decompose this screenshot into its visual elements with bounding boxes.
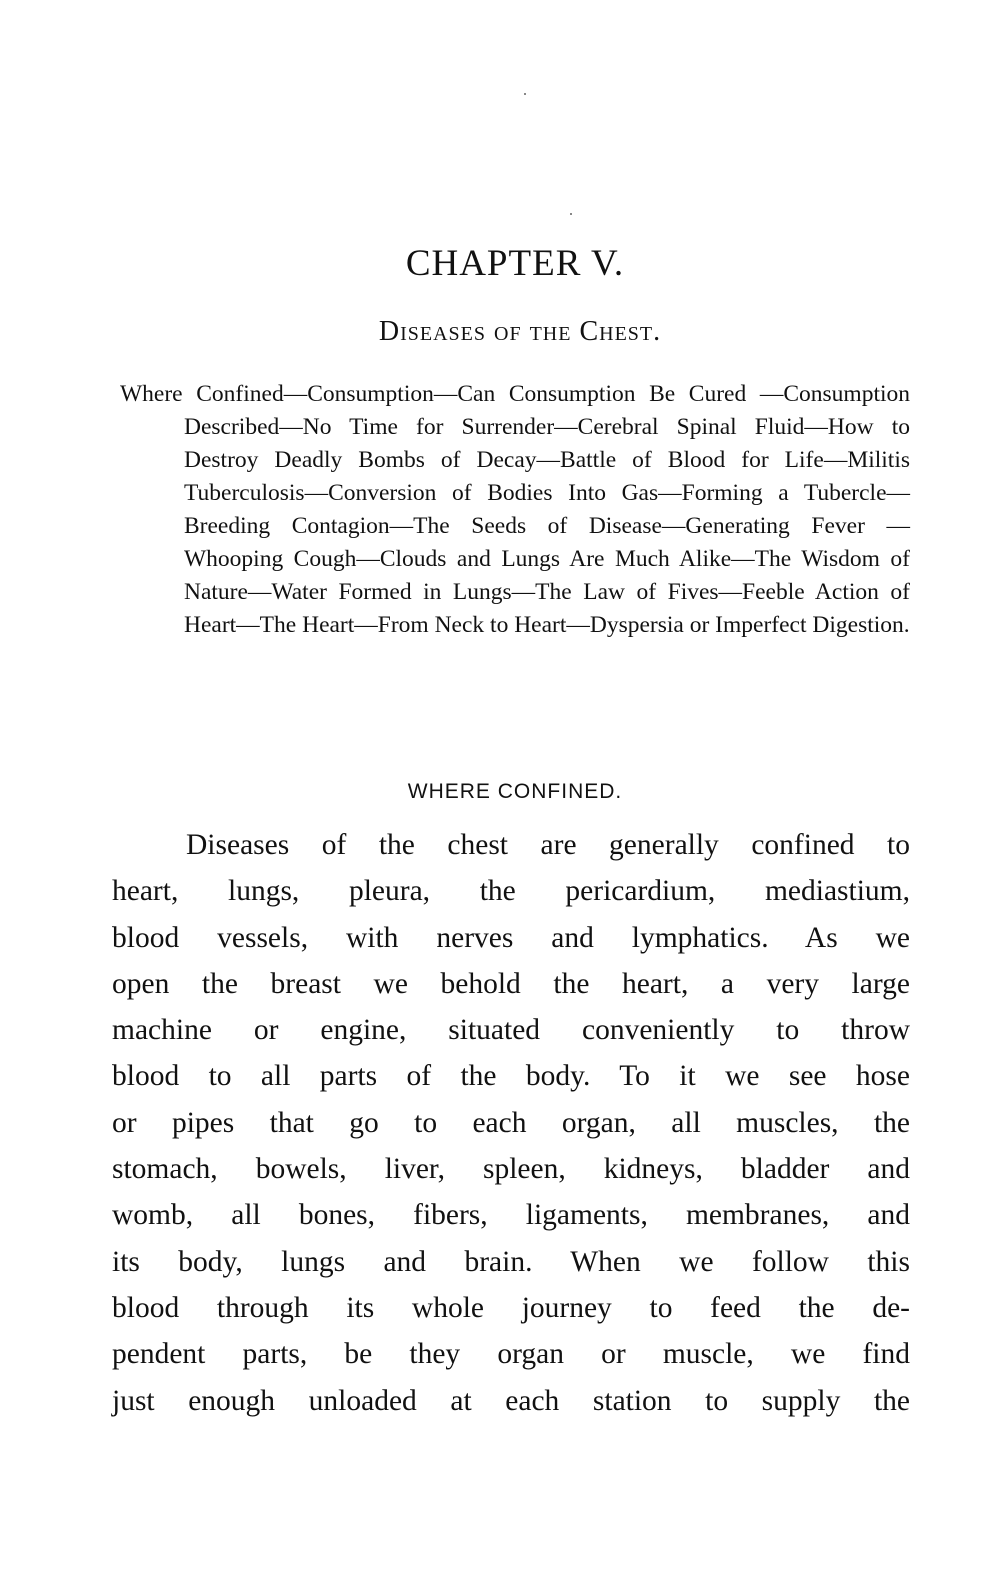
- chapter-title: CHAPTER V.: [405, 243, 625, 284]
- body-text: [112, 822, 910, 1424]
- body-line: stomach, bowels, liver, spleen, kidneys, bladder and: [112, 1153, 910, 1186]
- body-line: just enough unloaded at each station to supply the: [112, 1384, 910, 1417]
- body-line: or pipes that go to each organ, all muscles, the: [112, 1106, 910, 1139]
- paper-speck: [524, 93, 526, 95]
- body-line: pendent parts, be they organ or muscle, we find: [112, 1338, 910, 1371]
- body-line: blood vessels, with nerves and lymphatics. As we: [112, 921, 910, 954]
- body-line: womb, all bones, fibers, ligaments, membranes, and: [112, 1199, 910, 1232]
- body-line: its body, lungs and brain. When we follow this: [112, 1245, 910, 1278]
- body-line: Diseases of the chest are generally confined to: [186, 829, 910, 861]
- body-line: open the breast we behold the heart, a very large: [112, 967, 910, 1000]
- chapter-subtitle: Diseases of the Chest.: [378, 316, 662, 347]
- body-line: heart, lungs, pleura, the pericardium, mediastium,: [112, 875, 910, 908]
- chapter-synopsis: Where Confined—Consumption—Can Consumption Be Cured —Consumption Described—No Time for Surrender—Cerebral Spinal Fluid—How to Destroy Deadly Bombs of Decay—Battle of Blood for Life—Militis Tuberculosis—Conversion of Bodies Into Gas—Forming a Tubercle—Breeding Contagion—The Seeds of Disease—Generating Fever — Whooping Cough—Clouds and Lungs Are Much Alike—The Wisdom of Nature—Water Formed in Lungs—The Law of Fives—Feeble Action of Heart—The Heart—From Neck to Heart—Dyspersia or Imperfect Digestion.: [120, 381, 910, 638]
- body-line: blood to all parts of the body. To it we see hose: [112, 1060, 910, 1093]
- section-heading: WHERE CONFINED.: [407, 780, 623, 803]
- paper-speck: [570, 213, 572, 215]
- body-line: blood through its whole journey to feed the de-: [112, 1291, 910, 1324]
- body-line: machine or engine, situated conveniently to throw: [112, 1014, 910, 1047]
